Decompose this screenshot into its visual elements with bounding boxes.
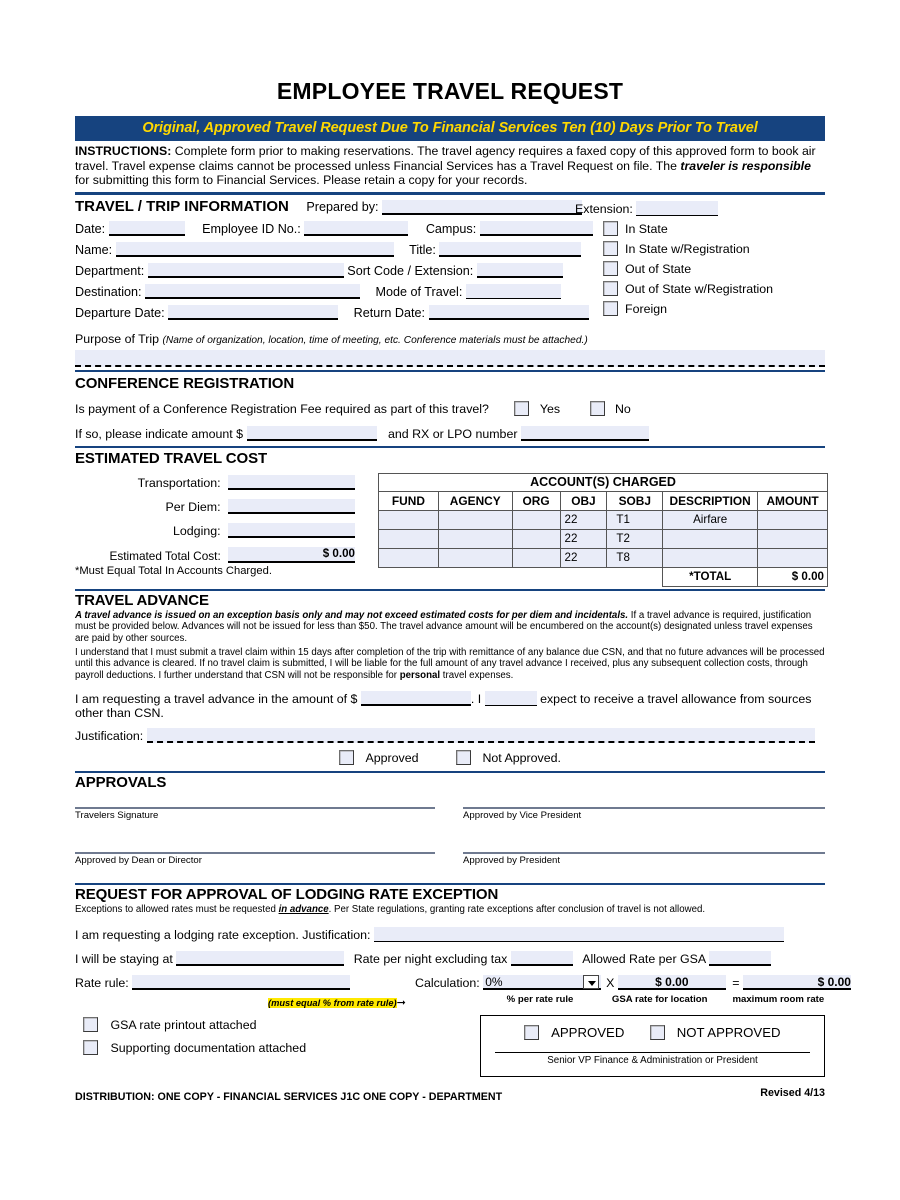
attachment-option-supporting-docs[interactable] (83, 1040, 306, 1055)
department-label: Department: (75, 263, 145, 278)
cell-org[interactable] (512, 510, 560, 529)
per-diem-input[interactable] (228, 499, 355, 514)
attachment-label: Supporting documentation attached (110, 1040, 307, 1055)
accounts-charged-table (378, 473, 828, 587)
sort-code-label: Sort Code / Extension: (347, 263, 474, 278)
percent-caption: % per rate rule (506, 993, 574, 1005)
travel-type-option-out-of-state[interactable] (575, 261, 825, 276)
gsa-caption: GSA rate for location (611, 993, 708, 1005)
column-header-sobj: SOBJ (607, 491, 663, 510)
table-row (379, 510, 828, 529)
conference-amount-label: If so, please indicate amount $ (75, 426, 244, 441)
cell-agency[interactable] (438, 529, 512, 548)
cell-obj: 22 (560, 548, 607, 567)
checkbox-out-of-state[interactable] (603, 261, 618, 276)
signature-block-vice-president[interactable] (463, 807, 825, 821)
employee-id-input[interactable] (304, 221, 408, 236)
lodging-note-emphasis: in advance (278, 904, 329, 916)
checkbox-conference-no[interactable] (590, 401, 605, 416)
cell-amount[interactable] (758, 548, 828, 567)
checkbox-gsa-printout[interactable] (83, 1017, 98, 1032)
page-title: EMPLOYEE TRAVEL REQUEST (276, 78, 624, 104)
title-label: Title: (409, 242, 436, 257)
divider-advance (75, 589, 825, 591)
equals-symbol: = (732, 975, 740, 990)
conference-heading: CONFERENCE REGISTRATION (75, 374, 295, 392)
name-input[interactable] (116, 242, 394, 257)
per-diem-label: Per Diem: (165, 499, 221, 514)
travel-advance-paragraph-1 (75, 610, 825, 645)
advance-justification-label: Justification: (75, 729, 144, 744)
cell-agency[interactable] (438, 510, 512, 529)
advance-emphasis: A travel advance is issued on an exception basis only and may not exceed estimated costs for per diem and incidentals. (75, 609, 629, 621)
cell-obj: 22 (560, 510, 607, 529)
checkbox-in-state-registration[interactable] (603, 241, 618, 256)
column-header-agency: AGENCY (438, 491, 512, 510)
chevron-down-icon[interactable] (583, 975, 599, 989)
estimated-total-note: *Must Equal Total In Accounts Charged. (75, 564, 272, 577)
maximum-room-rate-caption: maximum room rate (732, 993, 825, 1005)
lodging-note-2: . Per State regulations, granting rate exceptions after conclusion of travel is not allowed. (328, 904, 706, 916)
cell-fund[interactable] (379, 529, 439, 548)
rate-per-night-label: Rate per night excluding tax (353, 951, 508, 966)
advance-request-row (75, 691, 825, 720)
cell-sobj: T2 (607, 529, 663, 548)
cell-agency[interactable] (438, 548, 512, 567)
advance-para-2-emphasis: personal (399, 669, 441, 681)
lodging-label: Lodging: (173, 523, 221, 538)
gsa-rate-value: $ 0.00 (618, 975, 726, 990)
conference-yes-label: Yes (539, 401, 561, 416)
approvals-heading: APPROVALS (75, 774, 167, 792)
campus-label: Campus: (425, 221, 477, 236)
estimated-cost-body (75, 467, 825, 589)
conference-rx-input[interactable] (521, 426, 649, 441)
destination-label: Destination: (75, 284, 142, 299)
title-input[interactable] (439, 242, 581, 257)
distribution-text: DISTRIBUTION: ONE COPY - FINANCIAL SERVICES J1C ONE COPY - DEPARTMENT (75, 1090, 503, 1103)
must-equal-note-wrap: (must equal % from rate rule)➞ (268, 996, 406, 1009)
conference-amount-input[interactable] (247, 426, 377, 441)
instructions-text-1: Complete form prior to making reservations. The travel agency requires a faxed copy of this approved form to book air travel. Travel expense claims cannot be processed unless Financial Services has a Travel Request on file. The (75, 144, 816, 173)
final-approved-label: APPROVED (551, 1024, 625, 1040)
estimated-total-value: $ 0.00 (228, 547, 355, 563)
signature-block-dean-director[interactable] (75, 852, 435, 866)
checkbox-advance-not-approved[interactable] (456, 750, 471, 765)
divider-conference (75, 370, 825, 372)
travel-type-label: In State w/Registration (625, 241, 750, 256)
lodging-staying-input[interactable] (176, 951, 344, 966)
accounts-table-caption: ACCOUNT(S) CHARGED (379, 473, 828, 491)
travel-type-label: Foreign (625, 301, 668, 316)
mode-of-travel-label: Mode of Travel: (375, 284, 463, 299)
final-approval-box (480, 1015, 825, 1077)
lodging-justification-label: I am requesting a lodging rate exception. Justification: (75, 927, 371, 942)
conference-question-row (75, 401, 825, 416)
advance-request-text-1: I am requesting a travel advance in the amount of $ (75, 692, 358, 707)
divider-top (75, 192, 825, 195)
employee-id-label: Employee ID No.: (202, 221, 301, 236)
rate-per-night-input[interactable] (511, 951, 573, 966)
checkbox-out-of-state-registration[interactable] (603, 281, 618, 296)
prepared-by-label: Prepared by: (306, 199, 379, 214)
conference-amount-row (75, 426, 825, 441)
cell-fund[interactable] (379, 510, 439, 529)
return-date-input[interactable] (429, 305, 589, 320)
transportation-input[interactable] (228, 475, 355, 490)
lodging-exception-heading: REQUEST FOR APPROVAL OF LODGING RATE EXCEPTION (75, 886, 499, 904)
checkbox-in-state[interactable] (603, 221, 618, 236)
destination-input[interactable] (145, 284, 360, 299)
prepared-by-input[interactable] (382, 200, 582, 215)
final-not-approved-label: NOT APPROVED (676, 1024, 781, 1040)
instructions-paragraph (75, 144, 825, 188)
approvals-signature-grid (75, 807, 825, 883)
travel-advance-paragraph-2 (75, 647, 825, 682)
signature-caption: Approved by Dean or Director (75, 855, 202, 867)
signature-block-president[interactable] (463, 852, 825, 866)
travel-type-option-in-state[interactable] (575, 221, 825, 236)
accounts-total-value: $ 0.00 (758, 567, 828, 586)
must-equal-note: (must equal % from rate rule) (268, 997, 397, 1008)
estimated-cost-heading: ESTIMATED TRAVEL COST (75, 449, 268, 467)
signature-caption: Approved by Vice President (463, 810, 582, 822)
accounts-table-header-row (379, 491, 828, 510)
rate-rule-input[interactable] (132, 975, 350, 990)
purpose-of-trip-input[interactable] (75, 350, 825, 367)
purpose-of-trip-note: (Name of organization, location, time of meeting, etc. Conference materials must be attached.) (162, 334, 588, 346)
column-header-description: DESCRIPTION (663, 491, 758, 510)
travel-advance-heading: TRAVEL ADVANCE (75, 591, 209, 609)
final-signature-caption: Senior VP Finance & Administration or President (547, 1054, 758, 1066)
purpose-of-trip-label: Purpose of Trip (75, 331, 160, 346)
travel-type-label: Out of State (625, 261, 692, 276)
lodging-staying-label: I will be staying at (75, 951, 173, 966)
travel-type-option-in-state-registration[interactable] (575, 241, 825, 256)
due-date-banner: Original, Approved Travel Request Due To Financial Services Ten (10) Days Prior To Travel (75, 116, 825, 141)
cell-amount[interactable] (758, 510, 828, 529)
departure-date-input[interactable] (168, 305, 338, 320)
calculation-captions (481, 994, 836, 1005)
checkbox-final-approved[interactable] (524, 1025, 539, 1040)
travel-type-label: In State (625, 221, 668, 236)
column-header-org: ORG (512, 491, 560, 510)
multiply-symbol: X (606, 975, 615, 990)
mode-of-travel-input[interactable] (466, 284, 561, 299)
checkbox-advance-approved[interactable] (339, 750, 354, 765)
sort-code-input[interactable] (477, 263, 563, 278)
instructions-emphasis: traveler is responsible (680, 158, 811, 173)
lodging-justification-row (75, 927, 825, 942)
calculation-label: Calculation: (415, 975, 480, 990)
advance-expect-input[interactable] (485, 691, 537, 706)
signature-caption: Travelers Signature (75, 810, 159, 822)
advance-para-2b: travel expenses. (440, 669, 514, 681)
advance-request-text-3: expect to receive a travel allowance from sources other than CSN. (75, 692, 812, 721)
cell-org[interactable] (512, 529, 560, 548)
lodging-note-1: Exceptions to allowed rates must be requested (75, 904, 279, 916)
department-input[interactable] (148, 263, 344, 278)
instructions-label: INSTRUCTIONS: (75, 144, 172, 158)
footer (75, 1087, 825, 1105)
cell-sobj: T1 (607, 510, 663, 529)
lodging-calculation-row (75, 974, 851, 1011)
cell-amount[interactable] (758, 529, 828, 548)
cell-fund[interactable] (379, 548, 439, 567)
percent-rate-input[interactable]: 0% (483, 975, 601, 990)
departure-date-label: Departure Date: (75, 305, 165, 320)
travel-information-heading: TRAVEL / TRIP INFORMATION (75, 197, 289, 215)
travel-type-label: Out of State w/Registration (625, 281, 774, 296)
column-header-obj: OBJ (560, 491, 607, 510)
checkbox-foreign[interactable] (603, 301, 618, 316)
conference-no-label: No (614, 401, 631, 416)
conference-question: Is payment of a Conference Registration Fee required as part of this travel? (75, 401, 489, 416)
travel-type-option-foreign[interactable] (575, 301, 825, 316)
divider-cost (75, 446, 825, 448)
estimated-total-label: Estimated Total Cost: (109, 548, 221, 563)
attachment-label: GSA rate printout attached (110, 1017, 257, 1032)
cell-description[interactable] (663, 548, 758, 567)
divider-lodging (75, 883, 825, 885)
lodging-exception-note (75, 904, 825, 916)
advance-amount-input[interactable] (361, 691, 471, 706)
allowed-rate-gsa-label: Allowed Rate per GSA (582, 951, 706, 966)
column-header-fund: FUND (379, 491, 439, 510)
return-date-label: Return Date: (353, 305, 426, 320)
accounts-table-total-row (379, 567, 828, 586)
travel-information-section (75, 198, 825, 320)
attachment-option-gsa-printout[interactable] (83, 1017, 306, 1032)
attachment-checkbox-group (83, 1017, 306, 1055)
attachments-and-approval (75, 1015, 825, 1085)
cost-fields (75, 475, 355, 577)
cell-description[interactable] (663, 529, 758, 548)
travel-type-checkbox-group (575, 198, 825, 316)
lodging-input[interactable] (228, 523, 355, 538)
table-row (379, 548, 828, 567)
rate-rule-field (75, 975, 350, 990)
cell-obj: 22 (560, 529, 607, 548)
signature-caption: Approved by President (463, 855, 561, 867)
instructions-text-2: for submitting this form to Financial Services. Please retain a copy for your records. (75, 173, 528, 188)
advance-justification-row (75, 728, 825, 743)
cell-org[interactable] (512, 548, 560, 567)
divider-approvals (75, 771, 825, 773)
checkbox-supporting-documentation[interactable] (83, 1040, 98, 1055)
checkbox-final-not-approved[interactable] (650, 1025, 665, 1040)
name-label: Name: (75, 242, 113, 257)
advance-justification-input[interactable] (147, 728, 815, 743)
advance-approval-row (75, 750, 825, 765)
transportation-label: Transportation: (137, 475, 221, 490)
maximum-room-rate-value: $ 0.00 (743, 975, 851, 990)
cell-description: Airfare (663, 510, 758, 529)
signature-block-travelers[interactable] (75, 807, 435, 821)
conference-rx-label: and RX or LPO number (387, 426, 518, 441)
advance-not-approved-label: Not Approved. (482, 751, 561, 766)
travel-type-option-out-of-state-registration[interactable] (575, 281, 825, 296)
extension-label: Extension: (575, 201, 633, 216)
column-header-amount: AMOUNT (758, 491, 828, 510)
rate-rule-label: Rate rule: (75, 975, 129, 990)
cell-sobj: T8 (607, 548, 663, 567)
advance-request-text-2: . I (470, 692, 482, 707)
allowed-rate-gsa-input[interactable] (709, 951, 771, 966)
calculation-expression (415, 975, 851, 990)
advance-approved-label: Approved (365, 751, 419, 766)
checkbox-conference-yes[interactable] (514, 401, 529, 416)
extension-input[interactable] (636, 201, 718, 216)
advance-para-1-rest: If a travel advance is required, justification must be provided below. Advances will not be issued for less than $50. The travel advance amount will be encumbered on the account(s) designated unless travel expenses are paid by other sources. (75, 609, 813, 644)
lodging-justification-input[interactable] (374, 927, 784, 942)
date-input[interactable] (109, 221, 185, 236)
lodging-stay-row (75, 951, 825, 966)
revision-text: Revised 4/13 (760, 1086, 825, 1099)
accounts-charged-table-wrap (378, 473, 828, 587)
accounts-total-label: *TOTAL (663, 567, 758, 586)
table-row (379, 529, 828, 548)
date-label: Date: (75, 221, 106, 236)
final-approval-options (481, 1025, 824, 1040)
advance-para-2a: I understand that I must submit a travel claim within 15 days after completion of the trip with remittance of any balance due CSN, and that no future advances will be processed until this advance is cleared. If no travel claim is submitted, I will be liable for the full amount of any travel advance I received, plus any subsequent collection costs, through payroll deductions. I further understand that CSN will not be responsible for (75, 646, 825, 681)
purpose-of-trip-row (75, 332, 825, 346)
